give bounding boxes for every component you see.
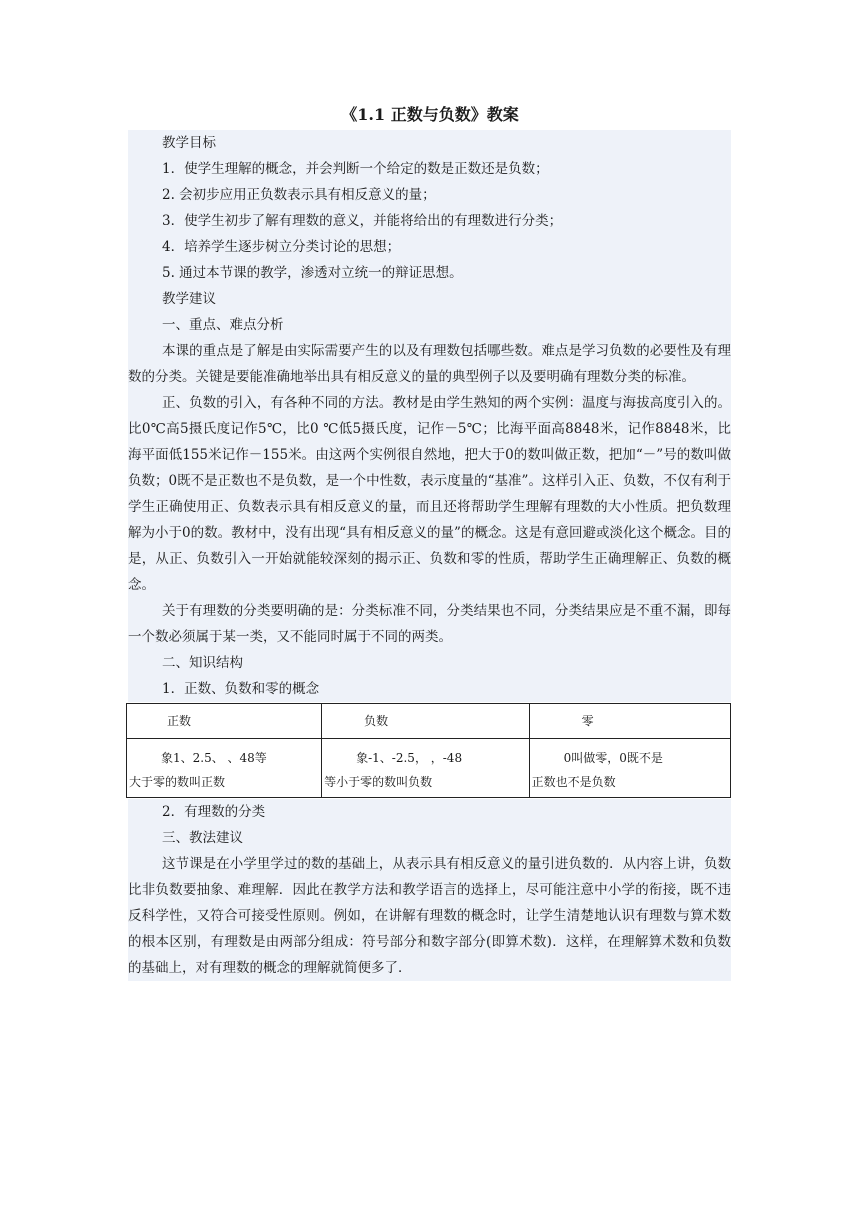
- cell-text: 象1、2.5、 、48等: [161, 751, 267, 765]
- subheading-concepts: 1．正数、负数和零的概念: [128, 676, 731, 702]
- paragraph-method: 这节课是在小学里学过的数的基础上，从表示具有相反意义的量引进负数的．从内容上讲，负数比非负数要抽象、难理解．因此在教学方法和教学语言的选择上，尽可能注意中小学的衔接，既不违反科学性，又符合可接受性原则。例如，在讲解有理数的概念时，让学生清楚地认识有理数与算术数的根本区别，有理数是由两部分组成：符号部分和数字部分(即算术数)．这样，在理解算术数和负数的基础上，对有理数的概念的理解就简便多了．: [128, 851, 731, 981]
- table-row: [127, 739, 731, 798]
- paragraph-focus: 本课的重点是了解是由实际需要产生的以及有理数包括哪些数。难点是学习负数的必要性及有理数的分类。关键是要能准确地举出具有相反意义的量的典型例子以及要明确有理数分类的标准。: [128, 338, 731, 390]
- goal-item: 2. 会初步应用正负数表示具有相反意义的量；: [128, 182, 731, 208]
- cell-text: 象-1、-2.5， ，-48: [356, 751, 463, 765]
- concept-table: [126, 703, 731, 798]
- cell-negative: [322, 739, 529, 798]
- goals-heading: 教学目标: [128, 130, 731, 156]
- paragraph-classification: 关于有理数的分类要明确的是：分类标准不同，分类结果也不同，分类结果应是不重不漏，即每一个数必须属于某一类，又不能同时属于不同的两类。: [128, 598, 731, 650]
- part1-heading: 一、重点、难点分析: [128, 312, 731, 338]
- goal-item: 1．使学生理解的概念，并会判断一个给定的数是正数还是负数；: [128, 156, 731, 182]
- header-zero: 零: [529, 704, 730, 739]
- part2-heading: 二、知识结构: [128, 650, 731, 676]
- suggest-heading: 教学建议: [128, 286, 731, 312]
- table-header-row: [127, 704, 731, 739]
- cell-text: 大于零的数叫正数: [129, 775, 226, 789]
- goal-item: 4．培养学生逐步树立分类讨论的思想；: [128, 234, 731, 260]
- cell-zero: [529, 739, 730, 798]
- goal-item: 3．使学生初步了解有理数的意义，并能将给出的有理数进行分类；: [128, 208, 731, 234]
- goal-item: 5. 通过本节课的教学，渗透对立统一的辩证思想。: [128, 260, 731, 286]
- header-negative: 负数: [322, 704, 529, 739]
- cell-text: 正数也不是负数: [531, 775, 616, 789]
- paragraph-introduction: 正、负数的引入，有各种不同的方法。教材是由学生熟知的两个实例：温度与海拔高度引入的。比0℃高5摄氏度记作5℃，比0 ℃低5摄氏度，记作－5℃；比海平面高8848米，记作8848米，比海平面低155米记作－155米。由这两个实例很自然地，把大于0的数叫做正数，把加“－”号的数叫做负数；0既不是正数也不是负数，是一个中性数，表示度量的“基准”。这样引入正、负数，不仅有利于学生正确使用正、负数表示具有相反意义的量，而且还将帮助学生理解有理数的大小性质。把负数理解为小于0的数。教材中，没有出现“具有相反意义的量”的概念。这是有意回避或淡化这个概念。目的是，从正、负数引入一开始就能较深刻的揭示正、负数和零的性质，帮助学生正确理解正、负数的概念。: [128, 390, 731, 598]
- part3-heading: 三、教法建议: [128, 825, 731, 851]
- cell-text: 0叫做零，0既不是: [563, 751, 663, 765]
- document-title: 《1.1 正数与负数》教案: [341, 105, 519, 124]
- cell-positive: [127, 739, 322, 798]
- document-body: [128, 130, 731, 981]
- header-positive: 正数: [127, 704, 322, 739]
- subheading-classification: 2．有理数的分类: [128, 799, 731, 825]
- cell-text: 等小于零的数叫负数: [324, 775, 433, 789]
